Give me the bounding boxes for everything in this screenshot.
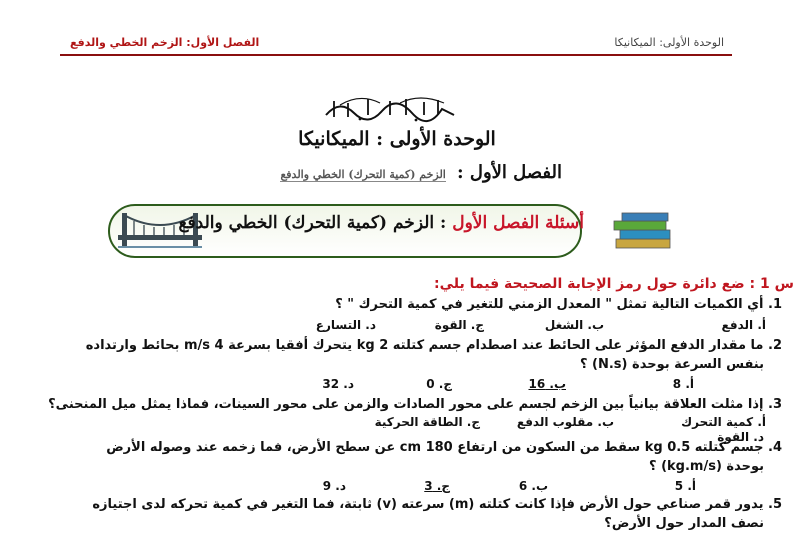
question-3-option-a[interactable]: أ. كمية التحرك [681, 415, 766, 429]
question-number: 5. [768, 497, 782, 512]
question-2-option-b[interactable]: ب. 16 [528, 377, 566, 391]
question-3 [48, 397, 782, 412]
question-4-option-b[interactable]: ب. 6 [518, 479, 548, 493]
question-1-option-c[interactable]: ج. القوة [434, 318, 484, 332]
question-2-option-a[interactable]: أ. 8 [672, 377, 694, 391]
question-text: ما مقدار الدفع المؤثر على الحائط عند اصطدام جسم كتلته 2 kg يتحرك أفقيا بسرعة 4 m/s بحائط وارتداده [85, 338, 764, 353]
books-icon [608, 209, 678, 253]
question-1-option-d[interactable]: د. التسارع [315, 318, 376, 332]
question-number: 2. [768, 338, 782, 353]
section-heading: س 1 : ضع دائرة حول رمز الإجابة الصحيحة فيما يلي: [434, 276, 794, 292]
chapter-label: الفصل الأول : [456, 162, 562, 183]
question-2-option-c[interactable]: ج. 0 [426, 377, 452, 391]
question-text: أي الكميات التالية تمثل " المعدل الزمني للتغير في كمية التحرك " ؟ [335, 297, 764, 312]
header-unit: الوحدة الأولى: الميكانيكا [614, 36, 724, 49]
question-4-option-d[interactable]: د. 9 [322, 479, 346, 493]
question-text: يدور قمر صناعي حول الأرض فإذا كانت كتلته (m) سرعته (v) ثابتة، فما التغير في كمية تحركه لدى اجتيازه [92, 497, 764, 512]
chapter-banner [108, 197, 688, 261]
basmala-calligraphy [320, 93, 460, 123]
banner-title-part2: : الزخم (كمية التحرك) الخطي والدفع [178, 213, 453, 233]
question-1-option-b[interactable]: ب. الشغل [544, 318, 604, 332]
question-5-line-2: نصف المدار حول الأرض؟ [604, 516, 764, 531]
page-header [60, 34, 732, 56]
question-2-line-2: بنفس السرعة بوحدة (N.s) ؟ [579, 357, 764, 372]
question-4 [106, 440, 782, 455]
banner-title [178, 213, 584, 233]
question-4-line-2: بوحدة (kg.m/s) ؟ [649, 459, 764, 474]
banner-title-part1: أسئلة الفصل الأول [452, 213, 584, 233]
question-1 [335, 297, 782, 312]
question-2 [86, 338, 782, 353]
question-number: 3. [768, 397, 782, 412]
question-1-option-a[interactable]: أ. الدفع [721, 318, 766, 332]
question-2-option-d[interactable]: د. 32 [322, 377, 354, 391]
unit-title: الوحدة الأولى : الميكانيكا [298, 128, 496, 150]
question-3-option-d[interactable]: د. القوة [717, 430, 764, 444]
chapter-title [280, 162, 562, 183]
chapter-subtitle: الزخم (كمية التحرك) الخطي والدفع [280, 168, 446, 181]
question-text: جسم كتلته 0.5 kg سقط من السكون من ارتفاع 180 cm عن سطح الأرض، فما زخمه عند وصوله الأرض [106, 440, 764, 455]
header-chapter: الفصل الأول: الزخم الخطي والدفع [70, 36, 260, 49]
question-5 [92, 497, 782, 512]
question-4-option-c[interactable]: ج. 3 [424, 479, 450, 493]
question-text: إذا مثلت العلاقة بيانياً بين الزخم لجسم على محور الصادات والزمن على محور السينات، فماذا يمثل ميل المنحنى؟ [48, 397, 764, 412]
question-4-option-a[interactable]: أ. 5 [674, 479, 696, 493]
question-3-option-c[interactable]: ج. الطاقة الحركية [374, 415, 480, 429]
question-3-option-b[interactable]: ب. مقلوب الدفع [516, 415, 614, 429]
question-number: 4. [768, 440, 782, 455]
question-number: 1. [768, 297, 782, 312]
